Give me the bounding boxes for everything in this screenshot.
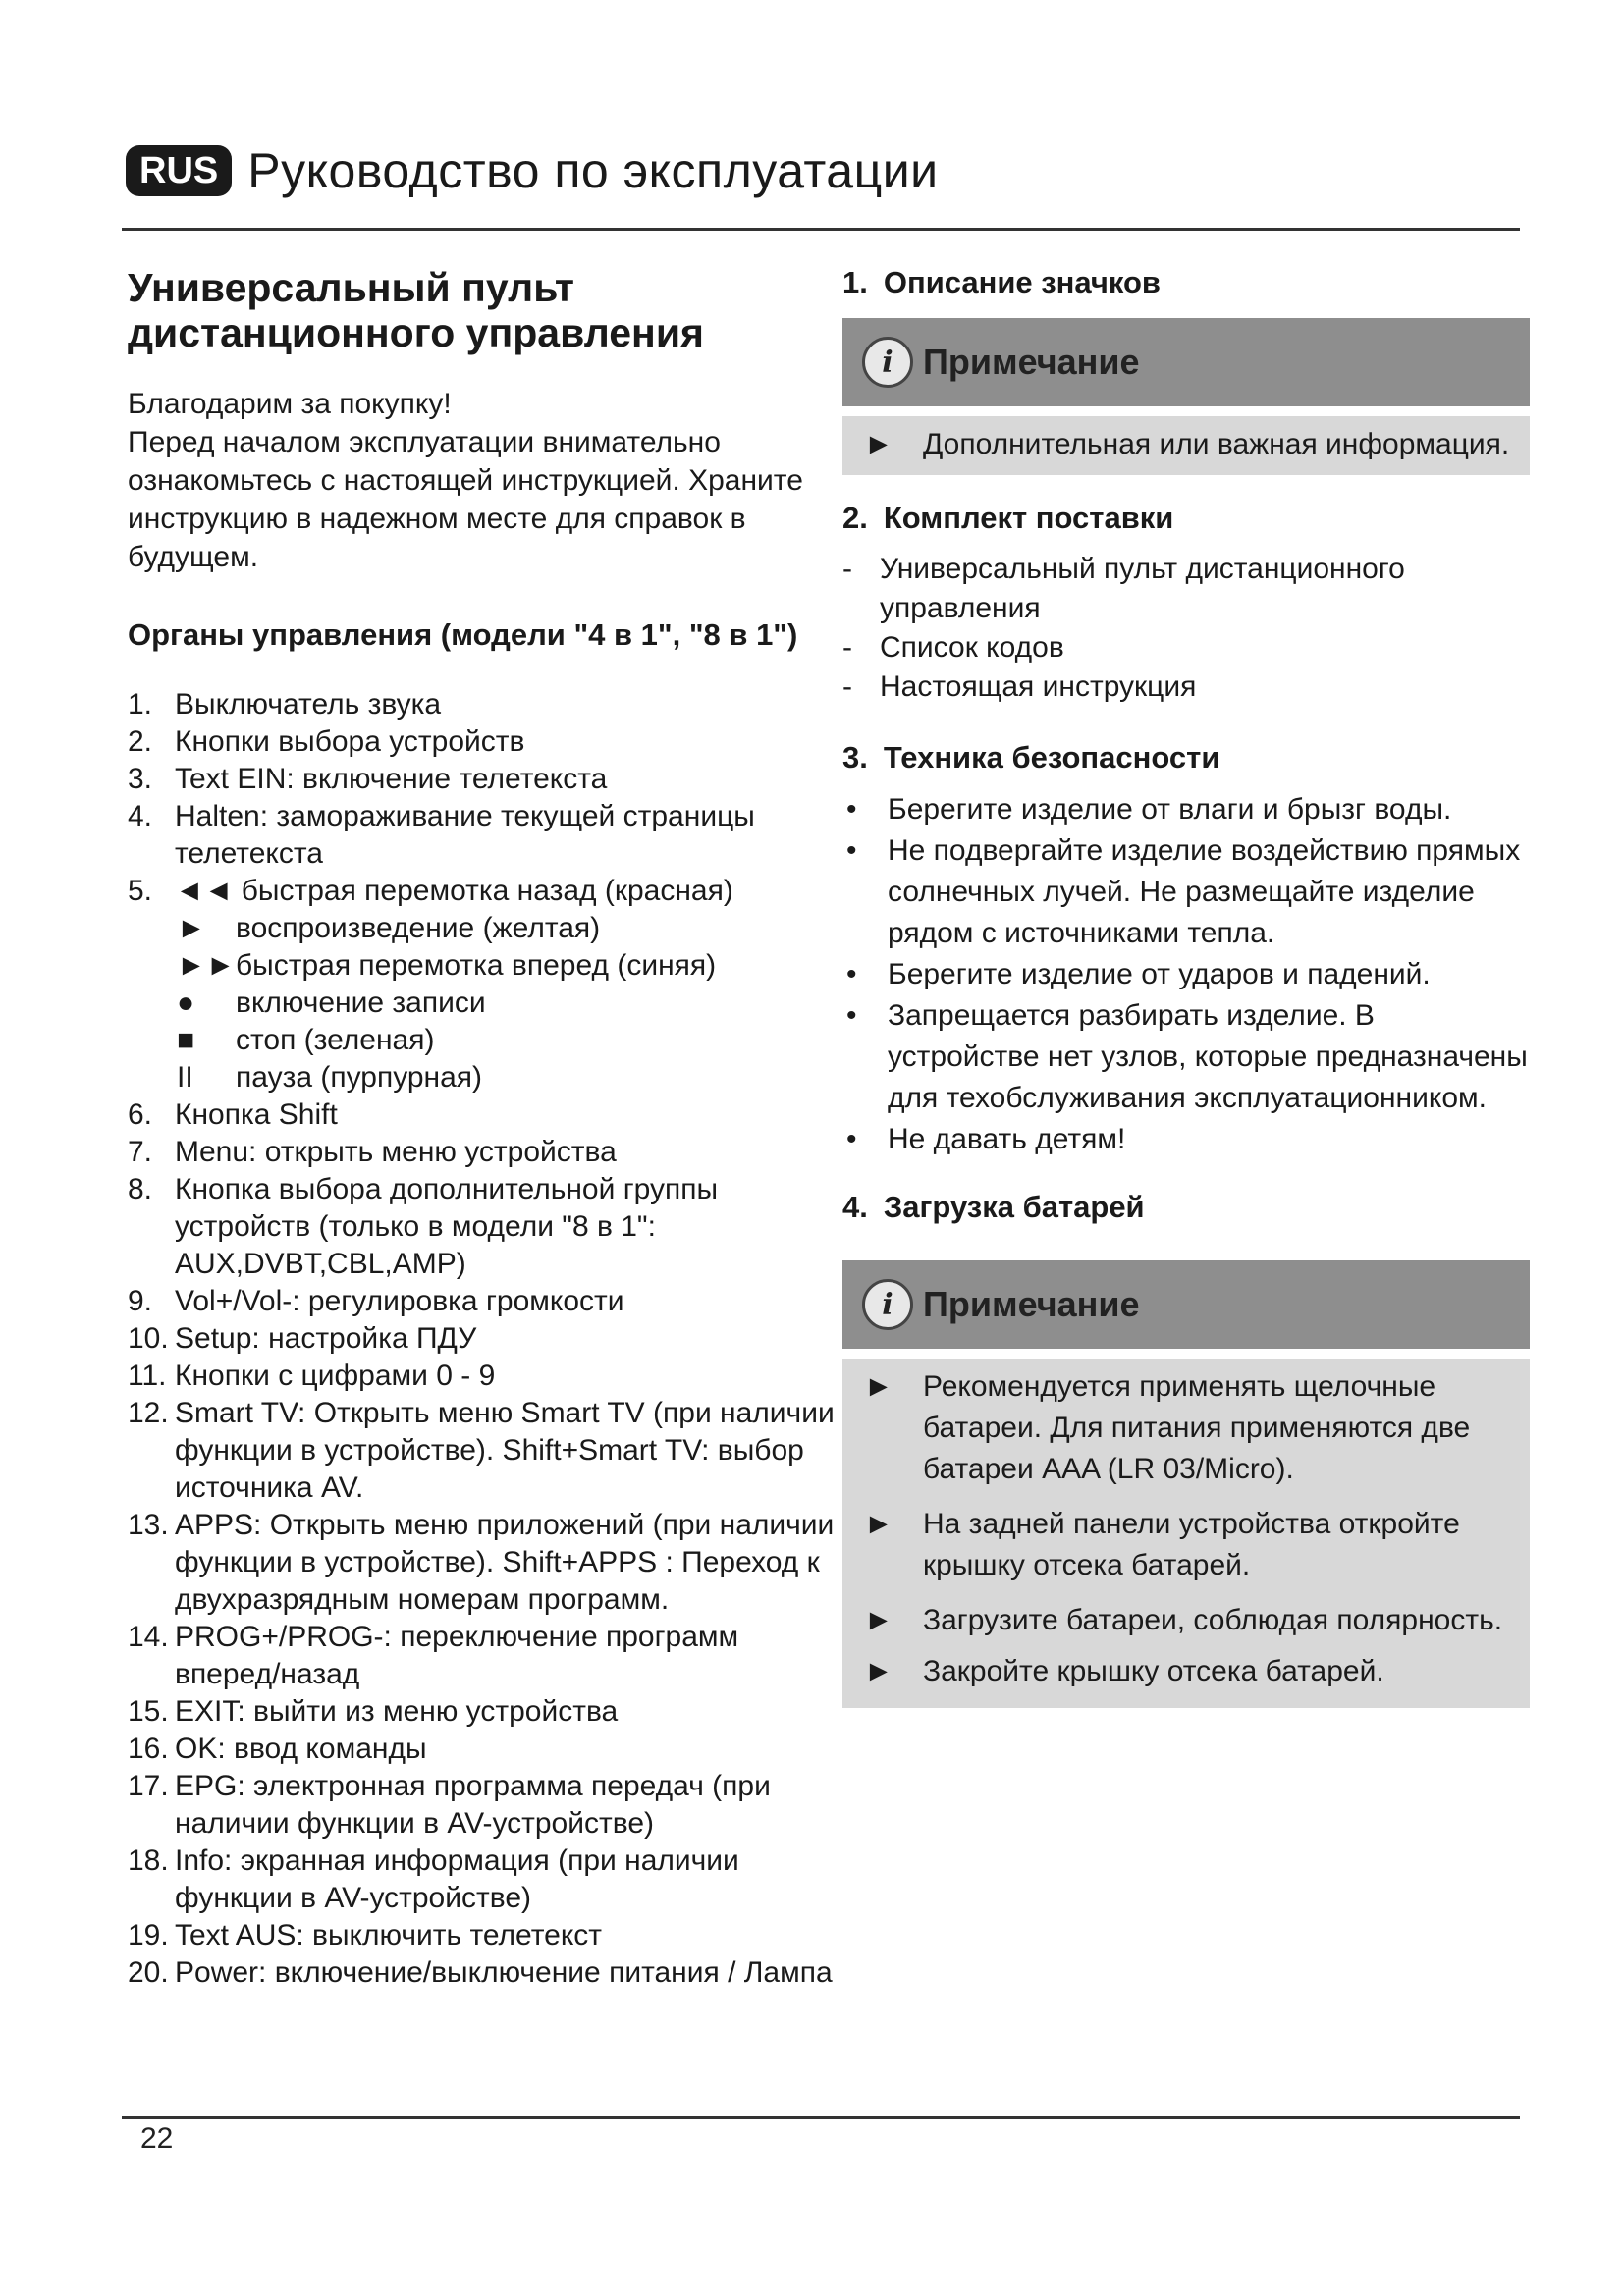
list-item: 9. Vol+/Vol-: регулировка громкости [128, 1285, 624, 1317]
list-item: 6. Кнопка Shift [128, 1098, 338, 1131]
package-list [842, 550, 1530, 707]
note-header [842, 318, 1530, 406]
list-item: - Настоящая инструкция [842, 670, 1197, 703]
list-item: • Не подвергайте изделие воздействию прямых солнечных лучей. Не размещайте изделие рядом с источниками тепла. [846, 834, 1521, 949]
arrow-icon: ► [864, 1655, 893, 1687]
sub-item-record: ● включение записи [128, 985, 835, 1022]
arrow-icon: ► [864, 1604, 893, 1636]
list-item: 11. Кнопки с цифрами 0 - 9 [128, 1360, 496, 1392]
controls-list [128, 686, 835, 1992]
main-title: Универсальный пульт дистанционного управления [128, 265, 704, 355]
fast-forward-icon: ►► [177, 949, 236, 982]
sub-item-stop: ■ стоп (зеленая) [128, 1022, 835, 1059]
list-item: 19. Text AUS: выключить телетекст [128, 1919, 603, 1951]
list-item: 7. Menu: открыть меню устройства [128, 1136, 617, 1168]
list-item: 17. EPG: электронная программа передач (при наличии функции в AV-устройстве) [128, 1770, 771, 1840]
list-item: • Запрещается разбирать изделие. В устройстве нет узлов, которые предназначены для техобслуживания эксплуатационником. [846, 999, 1528, 1114]
note-label: Примечание [923, 342, 1140, 382]
stop-icon: ■ [177, 1024, 195, 1056]
list-item: • Не давать детям! [846, 1123, 1126, 1155]
info-icon: i [862, 337, 913, 388]
bottom-divider [122, 2116, 1520, 2119]
sub-item-pause: II пауза (пурпурная) [128, 1059, 835, 1096]
arrow-icon: ► [864, 1508, 893, 1540]
right-column [842, 265, 1530, 1708]
arrow-icon: ► [864, 428, 893, 460]
list-item: 10. Setup: настройка ПДУ [128, 1322, 477, 1355]
list-item: 8. Кнопка выбора дополнительной группы устройств (только в модели "8 в 1": AUX,DVBT,CBL,AMP) [128, 1173, 719, 1280]
info-icon: i [862, 1279, 913, 1330]
note-row: ► На задней панели устройства откройте крышку отсека батарей. [842, 1504, 1530, 1586]
note-row: ► Дополнительная или важная информация. [842, 424, 1530, 465]
top-divider [122, 228, 1520, 231]
list-item: 16. OK: ввод команды [128, 1733, 427, 1765]
list-item: 3. Text EIN: включение телетекста [128, 763, 608, 795]
sub-item-fast-forward: ►► быстрая перемотка вперед (синяя) [128, 947, 835, 985]
record-icon: ● [177, 987, 195, 1019]
list-item: 12. Smart TV: Открыть меню Smart TV (при наличии функции в устройстве). Shift+Smart TV: выбор источника AV. [128, 1397, 835, 1504]
header-title: Руководство по эксплуатации [247, 143, 939, 198]
list-item: 5. ◄◄ быстрая перемотка назад (красная) [128, 875, 733, 907]
intro-text: Благодарим за покупку! Перед началом эксплуатации внимательно ознакомьтесь с настоящей инструкцией. Храните инструкцию в надежном месте для справок в будущем. [128, 388, 803, 573]
list-item: - Универсальный пульт дистанционного управления [842, 553, 1405, 624]
note-body [842, 1359, 1530, 1708]
sub-item-play: ► воспроизведение (желтая) [128, 910, 835, 947]
note-row: ► Загрузите батареи, соблюдая полярность. [842, 1600, 1530, 1641]
pause-icon: II [177, 1061, 193, 1094]
note-body [842, 416, 1530, 475]
section-1-heading: 1. Описание значков [842, 265, 1161, 299]
list-item: 2. Кнопки выбора устройств [128, 725, 525, 758]
page-number: 22 [140, 2122, 174, 2155]
list-item: 14. PROG+/PROG-: переключение программ вперед/назад [128, 1621, 739, 1690]
list-item: 18. Info: экранная информация (при наличии функции в AV-устройстве) [128, 1844, 739, 1914]
note-label: Примечание [923, 1284, 1140, 1324]
safety-list [842, 789, 1530, 1160]
list-item: 20. Power: включение/выключение питания / Лампа [128, 1956, 833, 1989]
list-item: 1. Выключатель звука [128, 688, 442, 721]
left-column [128, 265, 835, 1992]
list-item: 15. EXIT: выйти из меню устройства [128, 1695, 619, 1728]
page-header [126, 142, 939, 199]
list-item: 4. Halten: замораживание текущей страницы телетекста [128, 800, 755, 870]
note-row: ► Закройте крышку отсека батарей. [842, 1651, 1530, 1692]
arrow-icon: ► [864, 1370, 893, 1403]
controls-heading: Органы управления (модели "4 в 1", "8 в 1") [128, 617, 798, 652]
list-item: - Список кодов [842, 631, 1064, 664]
section-4-heading: 4. Загрузка батарей [842, 1190, 1145, 1224]
note-header [842, 1260, 1530, 1349]
section-3-heading: 3. Техника безопасности [842, 740, 1220, 774]
list-item: • Берегите изделие от ударов и падений. [846, 958, 1431, 990]
list-item: 13. APPS: Открыть меню приложений (при наличии функции в устройстве). Shift+APPS : Переход к двухразрядным номерам программ. [128, 1509, 835, 1616]
note-row: ► Рекомендуется применять щелочные батареи. Для питания применяются две батареи AAA (LR 03/Micro). [842, 1366, 1530, 1490]
section-2-heading: 2. Комплект поставки [842, 501, 1174, 535]
language-badge: RUS [126, 145, 232, 196]
play-icon: ► [177, 912, 206, 944]
list-item: • Берегите изделие от влаги и брызг воды. [846, 793, 1452, 826]
